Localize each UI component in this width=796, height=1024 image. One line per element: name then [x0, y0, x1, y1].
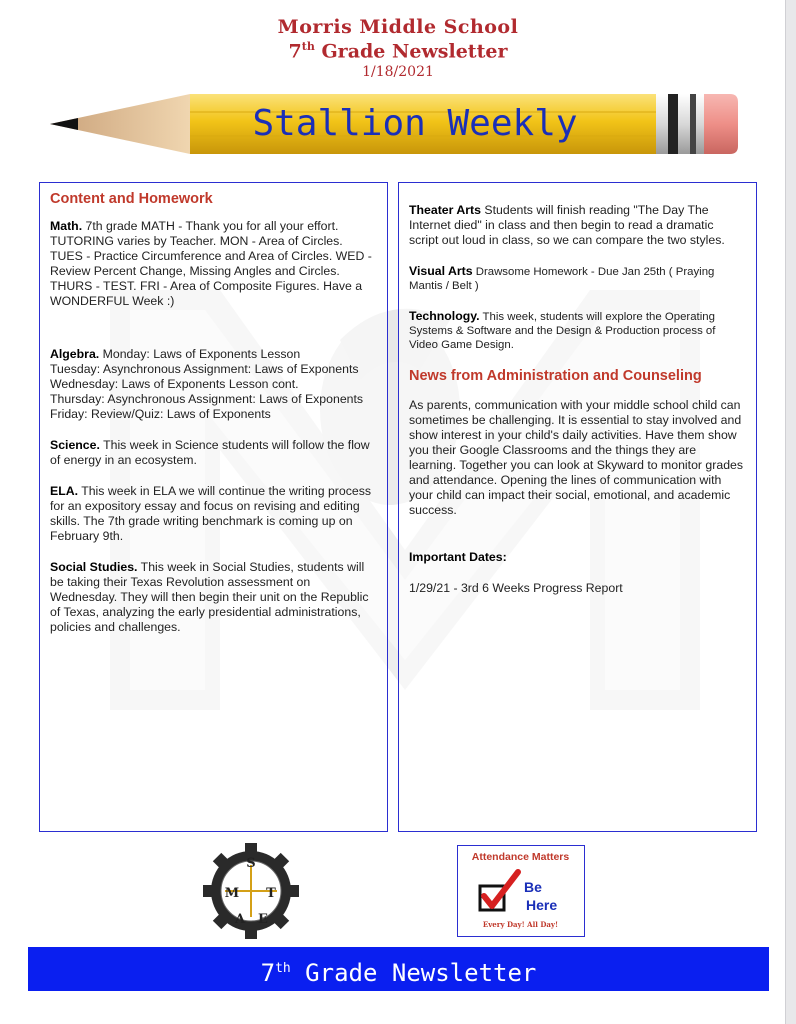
theater-paragraph [409, 203, 746, 248]
footer-banner [28, 947, 769, 991]
news-heading: News from Administration and Counseling [409, 368, 702, 384]
grade-title-rest: Grade Newsletter [314, 40, 508, 63]
visual-arts-paragraph [409, 264, 746, 293]
theater-text: Students will finish reading "The Day The Internet died" in class and then begin to read a dramatic script out loud in class, so we can compare the two styles. [409, 203, 725, 247]
algebra-label: Algebra. [50, 347, 100, 361]
footer-grade-number: 7 [260, 959, 276, 987]
newsletter-title [0, 40, 796, 62]
science-paragraph [50, 438, 377, 468]
math-text: 7th grade MATH - Thank you for all your effort. TUTORING varies by Teacher. MON - Area of Circles. TUES - Practice Circumference and Area of Circles. WED - Review Percent Change, Missing Angles and Circles. THURS - TEST. FRI - Area of Composite Figures. Have a WONDERFUL Week :) [50, 219, 372, 308]
news-paragraph: As parents, communication with your middle school child can sometimes be challenging. It is essential to stay involved and show interest in your child's daily activities. Have them show you their Google Classrooms and the things they are learning. Together you can look at Skyward to monitor grades and attendance. Opening the lines of communication with your child can impact their social, emotional, and academic success. [409, 398, 744, 517]
algebra-line: Thursday: Asynchronous Assignment: Laws of Exponents [50, 392, 364, 406]
technology-paragraph [409, 309, 746, 352]
ela-text: This week in ELA we will continue the writing process for an expository essay and focus on revising and editing skills. The 7th grade writing benchmark is coming up on February 9th. [50, 484, 372, 543]
important-dates-label: Important Dates: [409, 550, 507, 564]
technology-text: This week, students will explore the Operating Systems & Software and the Design & Production process of Video Game Design. [409, 311, 716, 351]
stem-letter-t: T [266, 886, 276, 901]
theater-label: Theater Arts [409, 203, 481, 217]
science-label: Science. [50, 438, 100, 452]
algebra-paragraph [50, 347, 377, 422]
stem-letter-e: E [258, 912, 268, 927]
stem-letter-s: S [246, 856, 256, 871]
social-studies-label: Social Studies. [50, 560, 138, 574]
school-name: Morris Middle School [277, 16, 519, 38]
science-text: This week in Science students will follow the flow of energy in an ecosystem. [50, 438, 370, 467]
social-studies-text: This week in Social Studies, students will be taking their Texas Revolution assessment on Wednesday. They will then begin their unit on the Republic of Texas, analyzing the early presidential administrations, policies and challenges. [50, 560, 369, 634]
grade-suffix: th [301, 40, 315, 53]
footer-title-rest: Grade Newsletter [290, 959, 537, 987]
math-label: Math. [50, 219, 83, 233]
content-homework-heading: Content and Homework [50, 191, 213, 207]
social-studies-paragraph [50, 560, 377, 635]
algebra-line: Wednesday: Laws of Exponents Lesson cont. [50, 377, 299, 391]
attendance-matters-badge [457, 845, 585, 937]
visual-arts-label: Visual Arts [409, 264, 473, 278]
checkbox-check-icon [478, 868, 528, 918]
stem-gear-logo-icon [196, 843, 306, 939]
attendance-here: Here [526, 897, 558, 913]
arts-news-column [398, 182, 757, 832]
content-homework-column [39, 182, 388, 832]
page-edge [785, 0, 796, 1024]
algebra-line: Tuesday: Asynchronous Assignment: Laws of Exponents [50, 362, 359, 376]
algebra-line: Monday: Laws of Exponents Lesson [99, 347, 301, 361]
issue-date: 1/18/2021 [362, 64, 434, 80]
ela-label: ELA. [50, 484, 79, 498]
stem-letter-a: A [234, 912, 246, 927]
attendance-footer: Every Day! All Day! [482, 920, 559, 929]
visual-arts-text: Drawsome Homework - Due Jan 25th ( Praying Mantis / Belt ) [409, 266, 715, 292]
important-date-item: 1/29/21 - 3rd 6 Weeks Progress Report [409, 581, 623, 595]
footer-title [28, 947, 769, 995]
algebra-line: Friday: Review/Quiz: Laws of Exponents [50, 407, 271, 421]
stem-letter-m: M [224, 886, 240, 901]
banner-title: Stallion Weekly [252, 103, 578, 144]
attendance-be: Be [524, 879, 542, 895]
technology-label: Technology. [409, 309, 480, 323]
attendance-title: Attendance Matters [471, 851, 570, 863]
ela-paragraph [50, 484, 377, 544]
footer-grade-suffix: th [275, 961, 291, 976]
grade-number: 7 [288, 40, 302, 63]
math-paragraph [50, 219, 377, 309]
